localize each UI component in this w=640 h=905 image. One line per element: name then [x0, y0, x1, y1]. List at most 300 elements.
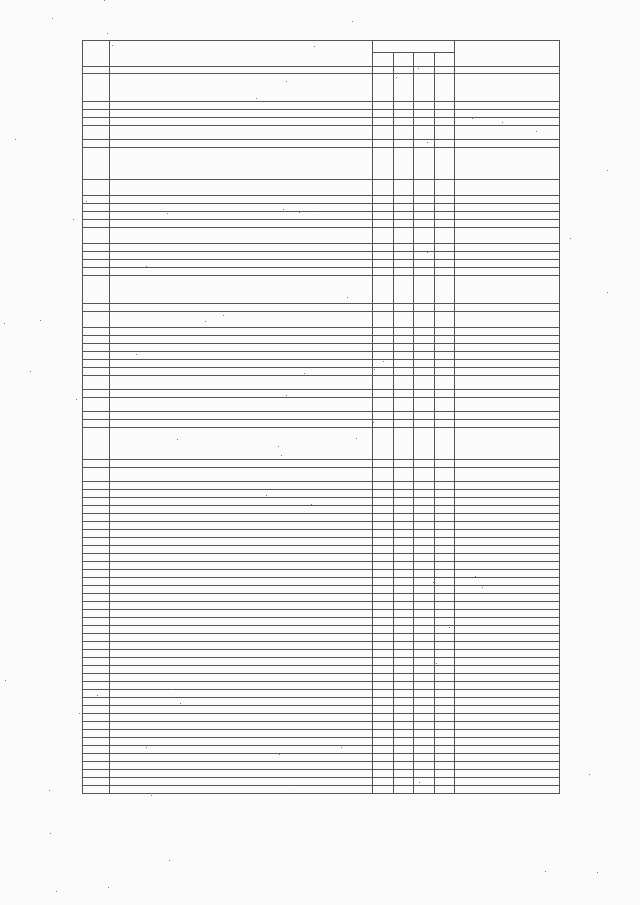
- table-cell: [373, 368, 394, 376]
- scan-speck: [597, 872, 598, 873]
- table-cell: [414, 570, 435, 578]
- table-row: [83, 754, 560, 762]
- table-row: [83, 420, 560, 428]
- table-cell: [110, 786, 373, 794]
- table-cell: [83, 602, 110, 610]
- table-row: [83, 376, 560, 390]
- table-cell: [110, 110, 373, 118]
- table-cell: [414, 762, 435, 770]
- table-cell: [110, 570, 373, 578]
- table-cell: [455, 490, 560, 498]
- table-cell: [414, 538, 435, 546]
- table-cell: [110, 74, 373, 102]
- table-cell: [83, 428, 110, 460]
- table-cell: [83, 352, 110, 360]
- scan-speck: [396, 77, 397, 78]
- scan-speck: [108, 887, 109, 888]
- table-cell: [434, 460, 455, 468]
- table-cell: [455, 398, 560, 412]
- scan-speck: [279, 754, 280, 755]
- table-cell: [110, 538, 373, 546]
- table-cell: [83, 412, 110, 420]
- table-cell: [434, 304, 455, 312]
- scan-speck: [169, 860, 170, 861]
- table-cell: [110, 398, 373, 412]
- table-row: [83, 398, 560, 412]
- table-cell: [434, 360, 455, 368]
- scan-speck: [112, 45, 113, 46]
- table-cell: [414, 754, 435, 762]
- table-cell: [110, 268, 373, 276]
- table-cell: [434, 738, 455, 746]
- table-row: [83, 180, 560, 196]
- table-cell: [434, 390, 455, 398]
- table-cell: [455, 118, 560, 126]
- scan-speck: [314, 46, 315, 47]
- table-cell: [414, 498, 435, 506]
- table-cell: [373, 498, 394, 506]
- scan-speck: [286, 81, 287, 82]
- table-cell: [455, 538, 560, 546]
- table-cell: [393, 412, 414, 420]
- table-cell: [110, 344, 373, 352]
- table-cell: [393, 506, 414, 514]
- table-cell: [414, 650, 435, 658]
- table-cell: [373, 578, 394, 586]
- table-row: [83, 268, 560, 276]
- table-cell: [414, 594, 435, 602]
- scan-speck: [256, 98, 257, 99]
- table-cell: [83, 730, 110, 738]
- table-cell: [455, 74, 560, 102]
- table-cell: [83, 594, 110, 602]
- scan-speck: [146, 266, 147, 267]
- table-cell: [83, 482, 110, 490]
- scan-speck: [589, 774, 590, 775]
- table-cell: [83, 344, 110, 352]
- table-cell: [373, 514, 394, 522]
- table-cell: [393, 730, 414, 738]
- table-cell: [414, 412, 435, 420]
- table-cell: [83, 304, 110, 312]
- table-body: [83, 67, 560, 794]
- scan-speck: [433, 582, 434, 583]
- table-cell: [414, 482, 435, 490]
- table-row: [83, 602, 560, 610]
- scan-speck: [86, 201, 87, 202]
- table-cell: [110, 738, 373, 746]
- table-cell: [455, 650, 560, 658]
- table-cell: [110, 328, 373, 336]
- table-cell: [110, 778, 373, 786]
- table-cell: [414, 212, 435, 220]
- table-row: [83, 570, 560, 578]
- table-cell: [434, 690, 455, 698]
- table-cell: [434, 706, 455, 714]
- table-header-row-1: [83, 41, 560, 53]
- table-cell: [434, 682, 455, 690]
- table-cell: [434, 674, 455, 682]
- table-cell: [110, 212, 373, 220]
- table-cell: [373, 180, 394, 196]
- table-cell: [434, 412, 455, 420]
- scan-speck: [177, 439, 178, 440]
- table-cell: [373, 67, 394, 74]
- table-cell: [373, 746, 394, 754]
- table-cell: [373, 420, 394, 428]
- table-cell: [373, 570, 394, 578]
- table-cell: [393, 786, 414, 794]
- table-cell: [110, 196, 373, 204]
- table-cell: [455, 642, 560, 650]
- table-cell: [393, 244, 414, 252]
- table-cell: [455, 610, 560, 618]
- table-cell: [393, 682, 414, 690]
- table-cell: [455, 658, 560, 666]
- table-cell: [414, 634, 435, 642]
- table-cell: [434, 626, 455, 634]
- header-codes: [373, 41, 455, 53]
- table-cell: [434, 148, 455, 180]
- table-cell: [455, 67, 560, 74]
- table-cell: [110, 276, 373, 304]
- table-cell: [414, 276, 435, 304]
- table-cell: [434, 102, 455, 110]
- table-cell: [83, 722, 110, 730]
- table-cell: [83, 674, 110, 682]
- table-cell: [434, 658, 455, 666]
- table-cell: [434, 110, 455, 118]
- table-cell: [110, 412, 373, 420]
- table-cell: [373, 586, 394, 594]
- table-row: [83, 770, 560, 778]
- table-cell: [434, 554, 455, 562]
- table-cell: [373, 268, 394, 276]
- table-cell: [414, 336, 435, 344]
- table-cell: [110, 102, 373, 110]
- table-cell: [434, 586, 455, 594]
- table-row: [83, 762, 560, 770]
- table-cell: [455, 344, 560, 352]
- header-section: [393, 53, 414, 67]
- table-cell: [110, 140, 373, 148]
- table-cell: [414, 770, 435, 778]
- table-cell: [393, 746, 414, 754]
- table-row: [83, 578, 560, 586]
- table-row: [83, 276, 560, 304]
- table-cell: [455, 506, 560, 514]
- table-cell: [393, 618, 414, 626]
- table-cell: [455, 276, 560, 304]
- table-row: [83, 196, 560, 204]
- table-cell: [373, 110, 394, 118]
- table-cell: [434, 126, 455, 140]
- table-cell: [455, 754, 560, 762]
- table-cell: [373, 722, 394, 730]
- table-cell: [455, 196, 560, 204]
- table-cell: [110, 730, 373, 738]
- scan-speck: [427, 142, 428, 143]
- table-cell: [455, 546, 560, 554]
- table-cell: [373, 666, 394, 674]
- table-cell: [455, 562, 560, 570]
- scan-speck: [56, 891, 57, 892]
- table-cell: [434, 344, 455, 352]
- table-cell: [414, 586, 435, 594]
- table-cell: [455, 674, 560, 682]
- table-row: [83, 390, 560, 398]
- table-cell: [434, 276, 455, 304]
- table-cell: [434, 260, 455, 268]
- table-cell: [434, 530, 455, 538]
- table-cell: [414, 778, 435, 786]
- table-cell: [393, 352, 414, 360]
- table-cell: [434, 754, 455, 762]
- table-cell: [83, 498, 110, 506]
- table-cell: [83, 420, 110, 428]
- table-cell: [83, 642, 110, 650]
- scan-speck: [286, 395, 287, 396]
- table-cell: [110, 746, 373, 754]
- table-cell: [110, 244, 373, 252]
- table-cell: [455, 714, 560, 722]
- table-cell: [414, 398, 435, 412]
- table-cell: [373, 252, 394, 260]
- table-cell: [373, 140, 394, 148]
- table-cell: [414, 682, 435, 690]
- table-cell: [434, 468, 455, 482]
- table-cell: [414, 228, 435, 244]
- scan-speck: [73, 219, 74, 220]
- table-cell: [393, 778, 414, 786]
- scan-speck: [311, 504, 312, 505]
- table-cell: [455, 634, 560, 642]
- table-cell: [393, 110, 414, 118]
- table-cell: [393, 674, 414, 682]
- header-target: [414, 53, 435, 67]
- table-cell: [83, 102, 110, 110]
- scan-speck: [418, 68, 419, 69]
- table-cell: [393, 698, 414, 706]
- table-cell: [83, 786, 110, 794]
- scan-speck: [40, 320, 41, 321]
- table-cell: [373, 212, 394, 220]
- table-cell: [83, 368, 110, 376]
- table-cell: [373, 562, 394, 570]
- table-cell: [393, 594, 414, 602]
- table-cell: [393, 714, 414, 722]
- table-row: [83, 344, 560, 352]
- table-cell: [414, 244, 435, 252]
- table-cell: [434, 506, 455, 514]
- table-cell: [373, 594, 394, 602]
- table-cell: [455, 336, 560, 344]
- table-cell: [373, 412, 394, 420]
- table-cell: [414, 746, 435, 754]
- table-cell: [393, 762, 414, 770]
- table-cell: [110, 368, 373, 376]
- table-cell: [393, 196, 414, 204]
- table-cell: [393, 102, 414, 110]
- table-cell: [434, 336, 455, 344]
- scan-speck: [283, 209, 284, 210]
- table-row: [83, 368, 560, 376]
- budget-allocation-table: [82, 40, 560, 794]
- table-cell: [83, 658, 110, 666]
- table-cell: [455, 482, 560, 490]
- table-cell: [455, 228, 560, 244]
- scan-speck: [427, 252, 428, 253]
- table-cell: [110, 482, 373, 490]
- table-cell: [110, 126, 373, 140]
- table-cell: [373, 228, 394, 244]
- table-cell: [455, 690, 560, 698]
- table-cell: [373, 118, 394, 126]
- table-cell: [455, 368, 560, 376]
- table-cell: [373, 650, 394, 658]
- table-cell: [414, 376, 435, 390]
- scan-speck: [49, 790, 50, 791]
- table-cell: [455, 468, 560, 482]
- table-cell: [434, 714, 455, 722]
- table-cell: [110, 594, 373, 602]
- table-cell: [414, 602, 435, 610]
- table-cell: [455, 706, 560, 714]
- table-cell: [393, 268, 414, 276]
- scan-speck: [373, 422, 374, 423]
- table-cell: [83, 562, 110, 570]
- table-cell: [83, 546, 110, 554]
- table-cell: [434, 746, 455, 754]
- table-cell: [455, 260, 560, 268]
- table-cell: [373, 706, 394, 714]
- table-cell: [393, 690, 414, 698]
- table-cell: [373, 376, 394, 390]
- scan-speck: [266, 495, 267, 496]
- table-cell: [393, 722, 414, 730]
- table-cell: [434, 312, 455, 328]
- table-cell: [434, 762, 455, 770]
- table-cell: [455, 390, 560, 398]
- scan-speck: [205, 321, 206, 322]
- table-cell: [434, 67, 455, 74]
- table-cell: [414, 738, 435, 746]
- scan-speck: [607, 170, 608, 171]
- table-cell: [414, 420, 435, 428]
- table-cell: [373, 352, 394, 360]
- header-name: [110, 41, 373, 67]
- table-cell: [414, 690, 435, 698]
- table-cell: [110, 682, 373, 690]
- table-cell: [393, 602, 414, 610]
- table-cell: [373, 698, 394, 706]
- table-cell: [373, 304, 394, 312]
- table-cell: [110, 674, 373, 682]
- table-row: [83, 506, 560, 514]
- table-row: [83, 626, 560, 634]
- table-cell: [83, 126, 110, 140]
- table-row: [83, 460, 560, 468]
- table-cell: [455, 460, 560, 468]
- table-cell: [414, 102, 435, 110]
- table-cell: [455, 762, 560, 770]
- table-cell: [373, 546, 394, 554]
- table-cell: [434, 770, 455, 778]
- table-cell: [455, 212, 560, 220]
- header-vr: [434, 53, 455, 67]
- table-cell: [434, 778, 455, 786]
- table-row: [83, 594, 560, 602]
- table-cell: [414, 618, 435, 626]
- table-cell: [83, 522, 110, 530]
- table-cell: [110, 642, 373, 650]
- table-cell: [373, 204, 394, 212]
- table-cell: [414, 304, 435, 312]
- table-row: [83, 666, 560, 674]
- table-cell: [373, 762, 394, 770]
- table-cell: [83, 268, 110, 276]
- table-cell: [393, 460, 414, 468]
- scan-speck: [52, 18, 53, 19]
- table-cell: [393, 530, 414, 538]
- table-cell: [455, 522, 560, 530]
- scan-speck: [419, 782, 420, 783]
- table-cell: [455, 102, 560, 110]
- table-cell: [373, 244, 394, 252]
- table-cell: [393, 344, 414, 352]
- table-cell: [373, 642, 394, 650]
- table-cell: [83, 634, 110, 642]
- table-cell: [414, 368, 435, 376]
- table-cell: [455, 204, 560, 212]
- table-row: [83, 260, 560, 268]
- table-cell: [393, 738, 414, 746]
- table-cell: [393, 228, 414, 244]
- table-cell: [434, 490, 455, 498]
- table-row: [83, 586, 560, 594]
- table-cell: [455, 352, 560, 360]
- table-cell: [393, 140, 414, 148]
- table-cell: [110, 204, 373, 212]
- table-cell: [393, 562, 414, 570]
- table-cell: [393, 538, 414, 546]
- scan-speck: [383, 361, 384, 362]
- table-cell: [83, 578, 110, 586]
- table-cell: [414, 118, 435, 126]
- table-cell: [393, 642, 414, 650]
- table-cell: [434, 368, 455, 376]
- table-cell: [110, 690, 373, 698]
- table-cell: [393, 706, 414, 714]
- table-cell: [110, 514, 373, 522]
- table-row: [83, 538, 560, 546]
- table-cell: [393, 390, 414, 398]
- table-cell: [110, 260, 373, 268]
- table-cell: [110, 586, 373, 594]
- table-cell: [455, 252, 560, 260]
- table-cell: [373, 344, 394, 352]
- table-cell: [393, 67, 414, 74]
- header-grbs: [373, 53, 394, 67]
- table-cell: [414, 390, 435, 398]
- table-row: [83, 714, 560, 722]
- table-cell: [393, 468, 414, 482]
- table-cell: [414, 468, 435, 482]
- table-cell: [373, 390, 394, 398]
- table-cell: [110, 352, 373, 360]
- scan-speck: [347, 297, 348, 298]
- table-cell: [393, 336, 414, 344]
